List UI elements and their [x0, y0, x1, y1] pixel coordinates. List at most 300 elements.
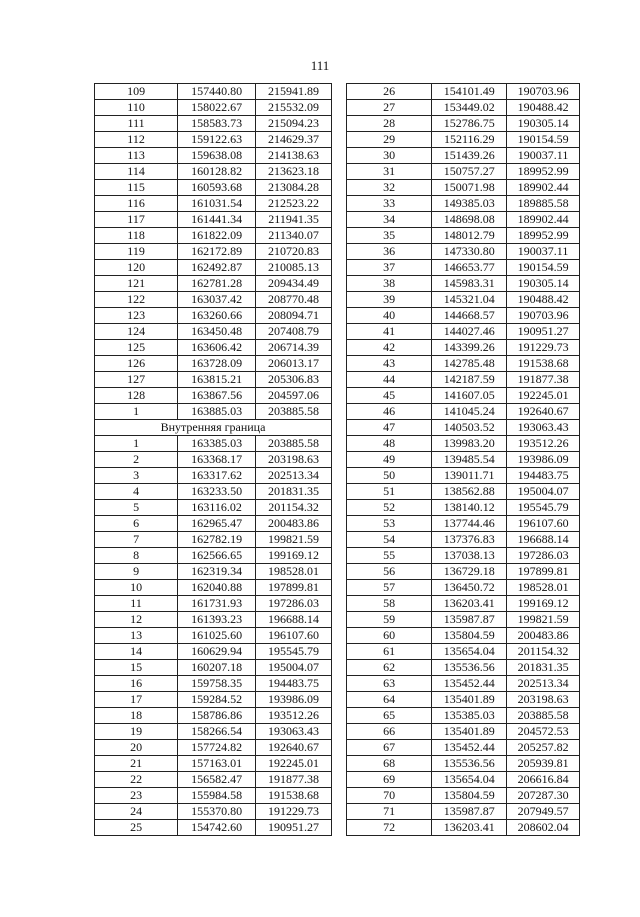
- x-coordinate-cell: 159284.52: [178, 692, 256, 708]
- y-coordinate-cell: 207949.57: [507, 804, 580, 820]
- table-row: [347, 644, 580, 660]
- y-coordinate-cell: 208770.48: [256, 292, 332, 308]
- table-row: [347, 628, 580, 644]
- y-coordinate-cell: 192245.01: [256, 756, 332, 772]
- y-coordinate-cell: 207287.30: [507, 788, 580, 804]
- point-number-cell: 1: [95, 436, 178, 452]
- table-row: [347, 676, 580, 692]
- x-coordinate-cell: 152116.29: [432, 132, 507, 148]
- table-row: [347, 164, 580, 180]
- x-coordinate-cell: 159758.35: [178, 676, 256, 692]
- x-coordinate-cell: 142187.59: [432, 372, 507, 388]
- table-row: [95, 164, 332, 180]
- table-row: [347, 372, 580, 388]
- point-number-cell: 54: [347, 532, 432, 548]
- table-row: [347, 772, 580, 788]
- table-row: [95, 420, 332, 436]
- y-coordinate-cell: 191229.73: [507, 340, 580, 356]
- table-row: [95, 564, 332, 580]
- point-number-cell: 118: [95, 228, 178, 244]
- x-coordinate-cell: 137376.83: [432, 532, 507, 548]
- table-row: [95, 132, 332, 148]
- point-number-cell: 16: [95, 676, 178, 692]
- table-row: [347, 260, 580, 276]
- y-coordinate-cell: 198528.01: [256, 564, 332, 580]
- table-row: [95, 388, 332, 404]
- point-number-cell: 45: [347, 388, 432, 404]
- point-number-cell: 31: [347, 164, 432, 180]
- point-number-cell: 71: [347, 804, 432, 820]
- x-coordinate-cell: 147330.80: [432, 244, 507, 260]
- point-number-cell: 127: [95, 372, 178, 388]
- x-coordinate-cell: 157163.01: [178, 756, 256, 772]
- x-coordinate-cell: 161441.34: [178, 212, 256, 228]
- x-coordinate-cell: 140503.52: [432, 420, 507, 436]
- point-number-cell: 49: [347, 452, 432, 468]
- point-number-cell: 21: [95, 756, 178, 772]
- coordinates-table-right: [346, 83, 580, 836]
- point-number-cell: 125: [95, 340, 178, 356]
- x-coordinate-cell: 158583.73: [178, 116, 256, 132]
- x-coordinate-cell: 139983.20: [432, 436, 507, 452]
- x-coordinate-cell: 163260.66: [178, 308, 256, 324]
- x-coordinate-cell: 135401.89: [432, 724, 507, 740]
- y-coordinate-cell: 202513.34: [256, 468, 332, 484]
- x-coordinate-cell: 157440.80: [178, 84, 256, 100]
- x-coordinate-cell: 163885.03: [178, 404, 256, 420]
- x-coordinate-cell: 163317.62: [178, 468, 256, 484]
- x-coordinate-cell: 162781.28: [178, 276, 256, 292]
- table-row: [95, 308, 332, 324]
- y-coordinate-cell: 197899.81: [507, 564, 580, 580]
- point-number-cell: 12: [95, 612, 178, 628]
- y-coordinate-cell: 190488.42: [507, 292, 580, 308]
- table-row: [347, 596, 580, 612]
- x-coordinate-cell: 163867.56: [178, 388, 256, 404]
- table-row: [347, 532, 580, 548]
- x-coordinate-cell: 155984.58: [178, 788, 256, 804]
- point-number-cell: 40: [347, 308, 432, 324]
- y-coordinate-cell: 215532.09: [256, 100, 332, 116]
- x-coordinate-cell: 161731.93: [178, 596, 256, 612]
- table-row: [347, 516, 580, 532]
- y-coordinate-cell: 191538.68: [507, 356, 580, 372]
- y-coordinate-cell: 204572.53: [507, 724, 580, 740]
- y-coordinate-cell: 199821.59: [256, 532, 332, 548]
- x-coordinate-cell: 153449.02: [432, 100, 507, 116]
- point-number-cell: 17: [95, 692, 178, 708]
- y-coordinate-cell: 203198.63: [256, 452, 332, 468]
- point-number-cell: 2: [95, 452, 178, 468]
- y-coordinate-cell: 197286.03: [507, 548, 580, 564]
- point-number-cell: 19: [95, 724, 178, 740]
- y-coordinate-cell: 198528.01: [507, 580, 580, 596]
- x-coordinate-cell: 150757.27: [432, 164, 507, 180]
- table-row: [95, 628, 332, 644]
- table-row: [95, 500, 332, 516]
- table-row: [95, 612, 332, 628]
- y-coordinate-cell: 189952.99: [507, 228, 580, 244]
- table-row: [95, 196, 332, 212]
- x-coordinate-cell: 157724.82: [178, 740, 256, 756]
- x-coordinate-cell: 135654.04: [432, 644, 507, 660]
- x-coordinate-cell: 143399.26: [432, 340, 507, 356]
- x-coordinate-cell: 136450.72: [432, 580, 507, 596]
- point-number-cell: 8: [95, 548, 178, 564]
- x-coordinate-cell: 158786.86: [178, 708, 256, 724]
- point-number-cell: 114: [95, 164, 178, 180]
- x-coordinate-cell: 135385.03: [432, 708, 507, 724]
- x-coordinate-cell: 160629.94: [178, 644, 256, 660]
- point-number-cell: 72: [347, 820, 432, 836]
- x-coordinate-cell: 138562.88: [432, 484, 507, 500]
- point-number-cell: 53: [347, 516, 432, 532]
- y-coordinate-cell: 194483.75: [256, 676, 332, 692]
- point-number-cell: 128: [95, 388, 178, 404]
- y-coordinate-cell: 203885.58: [507, 708, 580, 724]
- table-row: [95, 596, 332, 612]
- point-number-cell: 112: [95, 132, 178, 148]
- point-number-cell: 109: [95, 84, 178, 100]
- point-number-cell: 61: [347, 644, 432, 660]
- y-coordinate-cell: 200483.86: [507, 628, 580, 644]
- x-coordinate-cell: 135536.56: [432, 756, 507, 772]
- table-row: [347, 276, 580, 292]
- y-coordinate-cell: 203885.58: [256, 436, 332, 452]
- y-coordinate-cell: 191877.38: [507, 372, 580, 388]
- coordinates-table-right-body: [347, 84, 580, 836]
- y-coordinate-cell: 195545.79: [507, 500, 580, 516]
- point-number-cell: 57: [347, 580, 432, 596]
- x-coordinate-cell: 144668.57: [432, 308, 507, 324]
- y-coordinate-cell: 190305.14: [507, 116, 580, 132]
- y-coordinate-cell: 189885.58: [507, 196, 580, 212]
- point-number-cell: 35: [347, 228, 432, 244]
- point-number-cell: 122: [95, 292, 178, 308]
- point-number-cell: 50: [347, 468, 432, 484]
- table-row: [95, 228, 332, 244]
- y-coordinate-cell: 199169.12: [256, 548, 332, 564]
- point-number-cell: 22: [95, 772, 178, 788]
- table-row: [95, 676, 332, 692]
- x-coordinate-cell: 163450.48: [178, 324, 256, 340]
- y-coordinate-cell: 193063.43: [256, 724, 332, 740]
- x-coordinate-cell: 137038.13: [432, 548, 507, 564]
- y-coordinate-cell: 215094.23: [256, 116, 332, 132]
- table-row: [95, 804, 332, 820]
- y-coordinate-cell: 206714.39: [256, 340, 332, 356]
- point-number-cell: 36: [347, 244, 432, 260]
- y-coordinate-cell: 199821.59: [507, 612, 580, 628]
- x-coordinate-cell: 155370.80: [178, 804, 256, 820]
- x-coordinate-cell: 158022.67: [178, 100, 256, 116]
- x-coordinate-cell: 156582.47: [178, 772, 256, 788]
- x-coordinate-cell: 142785.48: [432, 356, 507, 372]
- y-coordinate-cell: 201154.32: [507, 644, 580, 660]
- point-number-cell: 110: [95, 100, 178, 116]
- point-number-cell: 9: [95, 564, 178, 580]
- x-coordinate-cell: 139011.71: [432, 468, 507, 484]
- point-number-cell: 14: [95, 644, 178, 660]
- section-header: Внутренняя граница: [95, 420, 332, 436]
- y-coordinate-cell: 196107.60: [256, 628, 332, 644]
- point-number-cell: 116: [95, 196, 178, 212]
- point-number-cell: 123: [95, 308, 178, 324]
- y-coordinate-cell: 189902.44: [507, 212, 580, 228]
- table-row: [95, 116, 332, 132]
- table-row: [347, 564, 580, 580]
- point-number-cell: 111: [95, 116, 178, 132]
- x-coordinate-cell: 145983.31: [432, 276, 507, 292]
- y-coordinate-cell: 206013.17: [256, 356, 332, 372]
- x-coordinate-cell: 163116.02: [178, 500, 256, 516]
- table-row: [95, 772, 332, 788]
- y-coordinate-cell: 191877.38: [256, 772, 332, 788]
- y-coordinate-cell: 195004.07: [256, 660, 332, 676]
- y-coordinate-cell: 190305.14: [507, 276, 580, 292]
- point-number-cell: 32: [347, 180, 432, 196]
- table-row: [95, 212, 332, 228]
- x-coordinate-cell: 160593.68: [178, 180, 256, 196]
- point-number-cell: 115: [95, 180, 178, 196]
- x-coordinate-cell: 135987.87: [432, 612, 507, 628]
- point-number-cell: 58: [347, 596, 432, 612]
- point-number-cell: 55: [347, 548, 432, 564]
- table-row: [95, 724, 332, 740]
- y-coordinate-cell: 194483.75: [507, 468, 580, 484]
- point-number-cell: 4: [95, 484, 178, 500]
- table-row: [347, 148, 580, 164]
- y-coordinate-cell: 195004.07: [507, 484, 580, 500]
- y-coordinate-cell: 205257.82: [507, 740, 580, 756]
- table-row: [347, 500, 580, 516]
- y-coordinate-cell: 208602.04: [507, 820, 580, 836]
- table-row: [347, 180, 580, 196]
- y-coordinate-cell: 200483.86: [256, 516, 332, 532]
- point-number-cell: 39: [347, 292, 432, 308]
- x-coordinate-cell: 154742.60: [178, 820, 256, 836]
- y-coordinate-cell: 205939.81: [507, 756, 580, 772]
- x-coordinate-cell: 161025.60: [178, 628, 256, 644]
- y-coordinate-cell: 192245.01: [507, 388, 580, 404]
- x-coordinate-cell: 162492.87: [178, 260, 256, 276]
- y-coordinate-cell: 201831.35: [256, 484, 332, 500]
- x-coordinate-cell: 163606.42: [178, 340, 256, 356]
- table-row: [347, 612, 580, 628]
- table-row: [347, 420, 580, 436]
- table-row: [347, 84, 580, 100]
- y-coordinate-cell: 192640.67: [507, 404, 580, 420]
- y-coordinate-cell: 190037.11: [507, 244, 580, 260]
- x-coordinate-cell: 154101.49: [432, 84, 507, 100]
- table-row: [95, 468, 332, 484]
- x-coordinate-cell: 158266.54: [178, 724, 256, 740]
- x-coordinate-cell: 139485.54: [432, 452, 507, 468]
- y-coordinate-cell: 199169.12: [507, 596, 580, 612]
- y-coordinate-cell: 211941.35: [256, 212, 332, 228]
- table-row: [347, 196, 580, 212]
- table-row: [95, 452, 332, 468]
- x-coordinate-cell: 163368.17: [178, 452, 256, 468]
- x-coordinate-cell: 135536.56: [432, 660, 507, 676]
- point-number-cell: 33: [347, 196, 432, 212]
- table-row: [347, 356, 580, 372]
- x-coordinate-cell: 149385.03: [432, 196, 507, 212]
- y-coordinate-cell: 190703.96: [507, 308, 580, 324]
- point-number-cell: 113: [95, 148, 178, 164]
- point-number-cell: 15: [95, 660, 178, 676]
- y-coordinate-cell: 190951.27: [256, 820, 332, 836]
- table-row: [95, 708, 332, 724]
- y-coordinate-cell: 213084.28: [256, 180, 332, 196]
- y-coordinate-cell: 211340.07: [256, 228, 332, 244]
- table-row: [95, 548, 332, 564]
- point-number-cell: 24: [95, 804, 178, 820]
- x-coordinate-cell: 162040.88: [178, 580, 256, 596]
- table-row: [347, 740, 580, 756]
- y-coordinate-cell: 195545.79: [256, 644, 332, 660]
- point-number-cell: 38: [347, 276, 432, 292]
- y-coordinate-cell: 205306.83: [256, 372, 332, 388]
- x-coordinate-cell: 141045.24: [432, 404, 507, 420]
- point-number-cell: 51: [347, 484, 432, 500]
- y-coordinate-cell: 197286.03: [256, 596, 332, 612]
- x-coordinate-cell: 162782.19: [178, 532, 256, 548]
- table-row: [95, 292, 332, 308]
- y-coordinate-cell: 193986.09: [507, 452, 580, 468]
- point-number-cell: 44: [347, 372, 432, 388]
- y-coordinate-cell: 193512.26: [256, 708, 332, 724]
- table-row: [95, 148, 332, 164]
- point-number-cell: 6: [95, 516, 178, 532]
- x-coordinate-cell: 162965.47: [178, 516, 256, 532]
- y-coordinate-cell: 192640.67: [256, 740, 332, 756]
- table-row: [95, 436, 332, 452]
- coordinates-table-left: [94, 83, 332, 836]
- x-coordinate-cell: 145321.04: [432, 292, 507, 308]
- table-row: [95, 340, 332, 356]
- x-coordinate-cell: 152786.75: [432, 116, 507, 132]
- table-row: [347, 404, 580, 420]
- point-number-cell: 62: [347, 660, 432, 676]
- x-coordinate-cell: 146653.77: [432, 260, 507, 276]
- x-coordinate-cell: 138140.12: [432, 500, 507, 516]
- table-row: [95, 276, 332, 292]
- y-coordinate-cell: 190154.59: [507, 132, 580, 148]
- table-row: [95, 324, 332, 340]
- point-number-cell: 56: [347, 564, 432, 580]
- table-row: [347, 820, 580, 836]
- point-number-cell: 43: [347, 356, 432, 372]
- table-row: [95, 484, 332, 500]
- x-coordinate-cell: 159122.63: [178, 132, 256, 148]
- table-row: [347, 388, 580, 404]
- y-coordinate-cell: 206616.84: [507, 772, 580, 788]
- table-row: [95, 100, 332, 116]
- y-coordinate-cell: 207408.79: [256, 324, 332, 340]
- point-number-cell: 124: [95, 324, 178, 340]
- y-coordinate-cell: 193512.26: [507, 436, 580, 452]
- point-number-cell: 7: [95, 532, 178, 548]
- x-coordinate-cell: 136729.18: [432, 564, 507, 580]
- y-coordinate-cell: 202513.34: [507, 676, 580, 692]
- x-coordinate-cell: 163037.42: [178, 292, 256, 308]
- x-coordinate-cell: 163728.09: [178, 356, 256, 372]
- table-row: [347, 692, 580, 708]
- point-number-cell: 120: [95, 260, 178, 276]
- table-row: [95, 660, 332, 676]
- table-row: [347, 228, 580, 244]
- table-row: [347, 116, 580, 132]
- y-coordinate-cell: 193063.43: [507, 420, 580, 436]
- x-coordinate-cell: 160128.82: [178, 164, 256, 180]
- table-row: [347, 804, 580, 820]
- table-row: [347, 452, 580, 468]
- table-row: [347, 468, 580, 484]
- table-row: [347, 484, 580, 500]
- y-coordinate-cell: 209434.49: [256, 276, 332, 292]
- x-coordinate-cell: 135452.44: [432, 676, 507, 692]
- x-coordinate-cell: 162566.65: [178, 548, 256, 564]
- y-coordinate-cell: 190488.42: [507, 100, 580, 116]
- table-row: [347, 580, 580, 596]
- x-coordinate-cell: 161031.54: [178, 196, 256, 212]
- table-row: [347, 340, 580, 356]
- coordinates-table-left-body: [95, 84, 332, 836]
- table-row: [95, 788, 332, 804]
- point-number-cell: 46: [347, 404, 432, 420]
- x-coordinate-cell: 148012.79: [432, 228, 507, 244]
- point-number-cell: 1: [95, 404, 178, 420]
- x-coordinate-cell: 135654.04: [432, 772, 507, 788]
- point-number-cell: 59: [347, 612, 432, 628]
- x-coordinate-cell: 163233.50: [178, 484, 256, 500]
- y-coordinate-cell: 190951.27: [507, 324, 580, 340]
- y-coordinate-cell: 212523.22: [256, 196, 332, 212]
- table-row: [347, 100, 580, 116]
- table-row: [95, 516, 332, 532]
- point-number-cell: 121: [95, 276, 178, 292]
- y-coordinate-cell: 208094.71: [256, 308, 332, 324]
- point-number-cell: 11: [95, 596, 178, 612]
- x-coordinate-cell: 163815.21: [178, 372, 256, 388]
- point-number-cell: 5: [95, 500, 178, 516]
- table-row: [95, 532, 332, 548]
- point-number-cell: 26: [347, 84, 432, 100]
- point-number-cell: 27: [347, 100, 432, 116]
- table-row: [347, 788, 580, 804]
- point-number-cell: 28: [347, 116, 432, 132]
- table-row: [347, 708, 580, 724]
- point-number-cell: 47: [347, 420, 432, 436]
- table-row: [95, 740, 332, 756]
- table-row: [347, 436, 580, 452]
- y-coordinate-cell: 214138.63: [256, 148, 332, 164]
- y-coordinate-cell: 196107.60: [507, 516, 580, 532]
- table-row: [95, 84, 332, 100]
- point-number-cell: 63: [347, 676, 432, 692]
- point-number-cell: 70: [347, 788, 432, 804]
- y-coordinate-cell: 210720.83: [256, 244, 332, 260]
- x-coordinate-cell: 148698.08: [432, 212, 507, 228]
- y-coordinate-cell: 193986.09: [256, 692, 332, 708]
- point-number-cell: 25: [95, 820, 178, 836]
- point-number-cell: 13: [95, 628, 178, 644]
- x-coordinate-cell: 135987.87: [432, 804, 507, 820]
- table-row: [347, 548, 580, 564]
- x-coordinate-cell: 136203.41: [432, 820, 507, 836]
- y-coordinate-cell: 196688.14: [256, 612, 332, 628]
